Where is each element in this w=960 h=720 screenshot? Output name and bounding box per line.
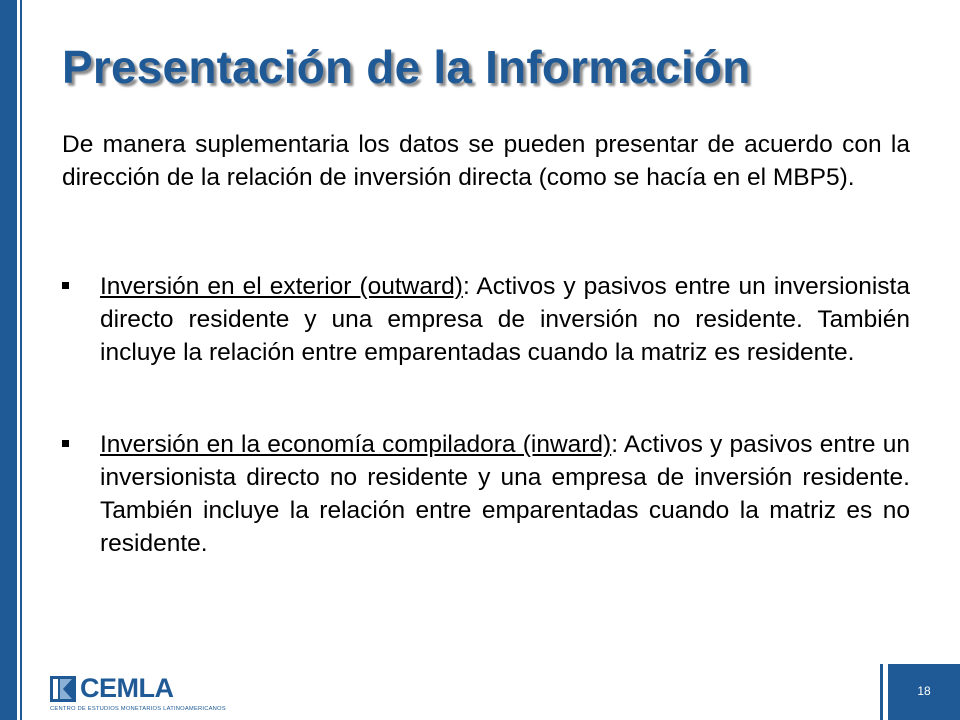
bullet-term: Inversión en la economía compiladora (inward) bbox=[100, 431, 612, 458]
logo-name: CEMLA bbox=[80, 673, 174, 703]
logo-subtitle: CENTRO DE ESTUDIOS MONETARIOS LATINOAMERICANOS bbox=[50, 706, 226, 712]
intro-paragraph: De manera suplementaria los datos se pueden presentar de acuerdo con la dirección de la relación de inversión directa (como se hacía en el MBP5). bbox=[62, 131, 910, 191]
footer-accent-line bbox=[880, 664, 883, 720]
page-number: 18 bbox=[917, 684, 931, 698]
bullet-item-outward bbox=[62, 270, 910, 369]
bullet-text bbox=[100, 428, 910, 560]
bullet-item-inward bbox=[62, 428, 910, 560]
slide-title: Presentación de la Información bbox=[62, 41, 751, 93]
bullet-term: Inversión en el exterior (outward) bbox=[100, 273, 463, 300]
square-bullet-icon bbox=[62, 282, 69, 289]
left-accent-line bbox=[20, 0, 22, 720]
bullet-description: : Activos y pasivos entre un inversionista directo no residente y una empresa de inversión residente. También incluye la relación entre emparentadas cuando la matriz es no residente. bbox=[100, 431, 910, 557]
bullet-text bbox=[100, 270, 910, 369]
square-bullet-icon bbox=[62, 440, 69, 447]
bullet-description: : Activos y pasivos entre un inversionista directo residente y una empresa de inversión no residente. También incluye la relación entre emparentadas cuando la matriz es residente. bbox=[100, 273, 910, 366]
cemla-logo bbox=[50, 673, 226, 720]
left-accent-bar bbox=[0, 0, 17, 720]
cemla-logo-mark-icon bbox=[50, 676, 76, 702]
